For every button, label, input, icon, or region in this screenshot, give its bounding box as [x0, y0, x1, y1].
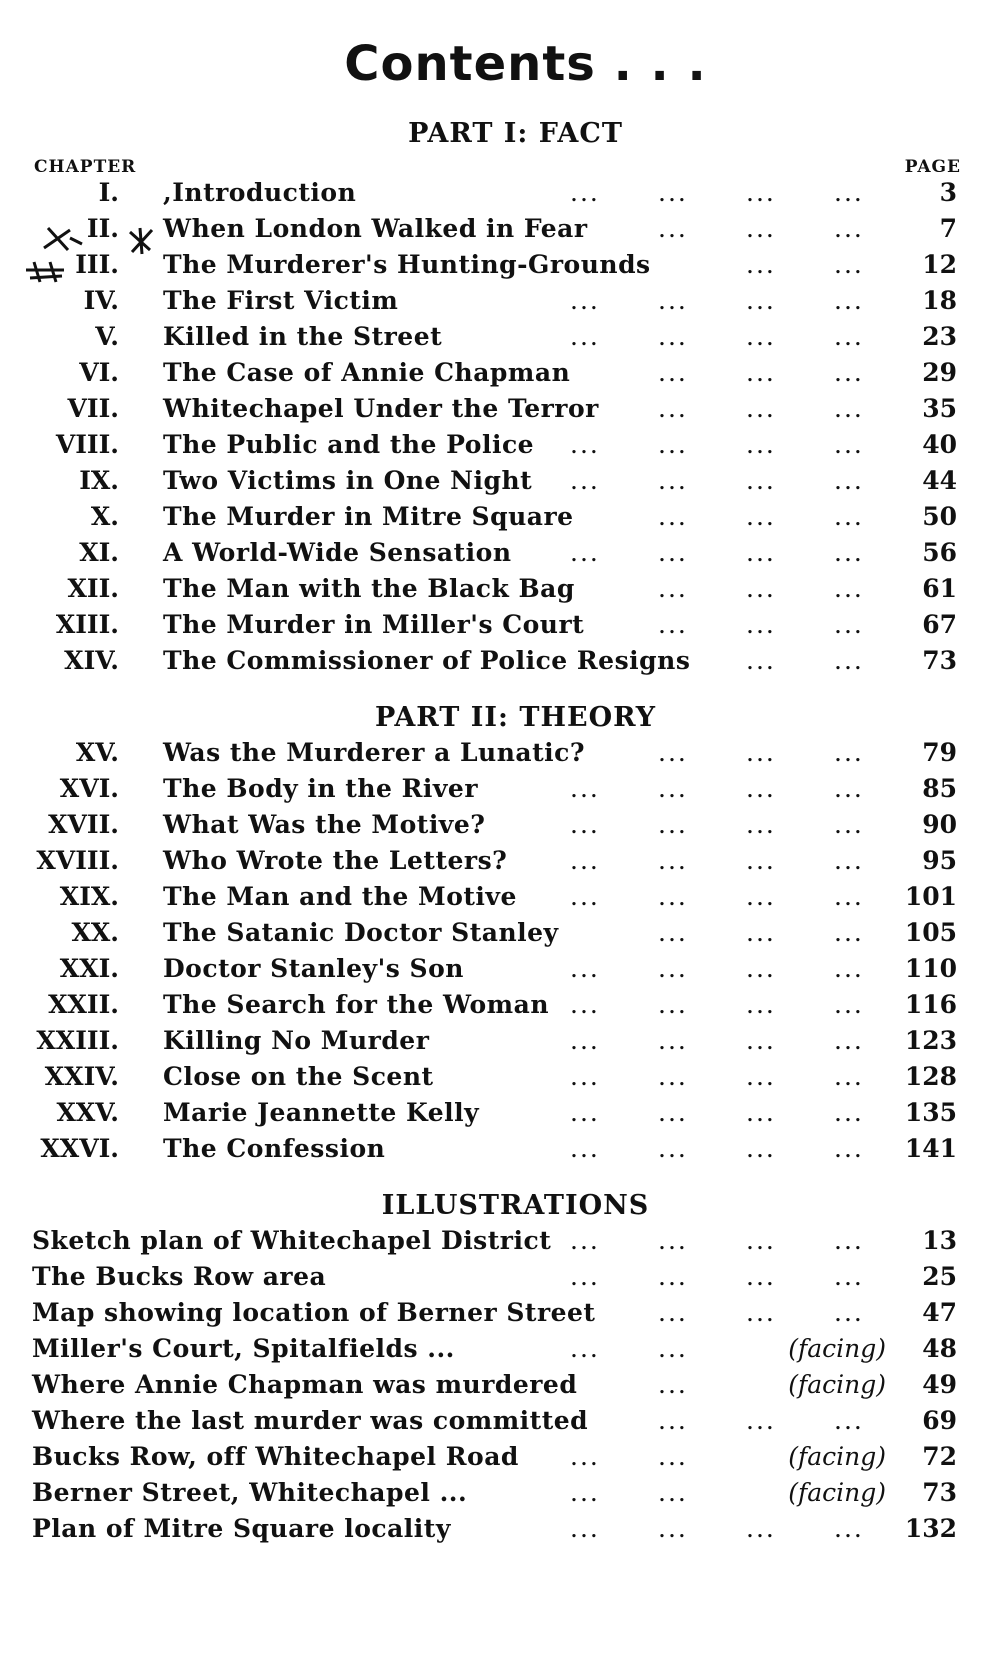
page-number: 49	[922, 1370, 957, 1399]
page-number: 29	[922, 358, 957, 387]
toc-entry	[0, 610, 991, 648]
dot-leader: ...	[570, 466, 600, 495]
page-number: 72	[922, 1442, 957, 1471]
dot-leader: ...	[570, 1334, 600, 1363]
dot-leader: ...	[746, 918, 776, 947]
dot-leader: ...	[658, 810, 688, 839]
chapter-number: XIX.	[59, 882, 119, 911]
dot-leader: ...	[746, 286, 776, 315]
page-number: 69	[922, 1406, 957, 1435]
dot-leader: ...	[834, 1406, 864, 1435]
dot-leader: ...	[746, 178, 776, 207]
chapter-title: When London Walked in Fear	[163, 214, 588, 243]
chapter-number: VII.	[67, 394, 119, 423]
dot-leader: ...	[834, 1262, 864, 1291]
dot-leader: ...	[834, 466, 864, 495]
dot-leader: ...	[746, 738, 776, 767]
dot-leader: ...	[834, 1098, 864, 1127]
chapter-title: Who Wrote the Letters?	[163, 846, 508, 875]
dot-leader: ...	[658, 1514, 688, 1543]
illustration-title: Berner Street, Whitechapel ...	[32, 1478, 468, 1507]
toc-entry	[0, 1478, 991, 1516]
dot-leader: ...	[746, 466, 776, 495]
dot-leader: ...	[834, 810, 864, 839]
dot-leader: ...	[570, 990, 600, 1019]
page-number: 47	[922, 1298, 957, 1327]
dot-leader: ...	[658, 322, 688, 351]
chapter-title: Whitechapel Under the Terror	[163, 394, 599, 423]
dot-leader: ...	[658, 882, 688, 911]
dot-leader: ...	[746, 646, 776, 675]
dot-leader: ...	[658, 394, 688, 423]
facing-note: (facing)	[788, 1334, 886, 1363]
dot-leader: ...	[658, 990, 688, 1019]
page-number: 13	[922, 1226, 957, 1255]
toc-entry	[0, 1298, 991, 1336]
dot-leader: ...	[658, 774, 688, 803]
dot-leader: ...	[746, 538, 776, 567]
dot-leader: ...	[834, 1134, 864, 1163]
page-number: 123	[904, 1026, 957, 1055]
toc-entry	[0, 538, 991, 576]
chapter-number: XXV.	[56, 1098, 119, 1127]
chapter-number: IV.	[83, 286, 119, 315]
illustration-title: Plan of Mitre Square locality	[32, 1514, 451, 1543]
dot-leader: ...	[570, 1442, 600, 1471]
chapter-number: XII.	[67, 574, 119, 603]
dot-leader: ...	[834, 1026, 864, 1055]
dot-leader: ...	[658, 574, 688, 603]
dot-leader: ...	[658, 1334, 688, 1363]
page-number: 128	[904, 1062, 957, 1091]
dot-leader: ...	[746, 610, 776, 639]
facing-note: (facing)	[788, 1370, 886, 1399]
dot-leader: ...	[746, 1134, 776, 1163]
dot-leader: ...	[658, 1406, 688, 1435]
dot-leader: ...	[746, 1062, 776, 1091]
toc-entry	[0, 286, 991, 324]
dot-leader: ...	[746, 1514, 776, 1543]
toc-entry	[0, 1406, 991, 1444]
illustrations-heading: ILLUSTRATIONS	[381, 1190, 650, 1221]
page-number: 73	[922, 1478, 957, 1507]
dot-leader: ...	[658, 954, 688, 983]
dot-leader: ...	[746, 574, 776, 603]
chapter-title: Two Victims in One Night	[163, 466, 533, 495]
page-number: 44	[922, 466, 957, 495]
chapter-title: Killed in the Street	[163, 322, 443, 351]
dot-leader: ...	[834, 610, 864, 639]
toc-entry	[0, 430, 991, 468]
dot-leader: ...	[658, 1226, 688, 1255]
toc-entry	[0, 1514, 991, 1552]
page-number: 105	[904, 918, 957, 947]
page-number: 50	[922, 502, 957, 531]
dot-leader: ...	[834, 394, 864, 423]
chapter-title: Marie Jeannette Kelly	[163, 1098, 480, 1127]
toc-entry	[0, 1026, 991, 1064]
toc-entry	[0, 466, 991, 504]
dot-leader: ...	[658, 178, 688, 207]
dot-leader: ...	[834, 1226, 864, 1255]
chapter-number: III.	[75, 250, 119, 279]
dot-leader: ...	[658, 1478, 688, 1507]
dot-leader: ...	[746, 1226, 776, 1255]
toc-entry	[0, 358, 991, 396]
chapter-title: What Was the Motive?	[163, 810, 486, 839]
toc-entry	[0, 846, 991, 884]
chapter-number: I.	[98, 178, 119, 207]
chapter-title: The First Victim	[163, 286, 399, 315]
dot-leader: ...	[570, 1226, 600, 1255]
toc-entry	[0, 646, 991, 684]
dot-leader: ...	[746, 1262, 776, 1291]
chapter-title: ,Introduction	[163, 178, 357, 207]
dot-leader: ...	[834, 538, 864, 567]
dot-leader: ...	[834, 574, 864, 603]
dot-leader: ...	[570, 810, 600, 839]
toc-entry	[0, 1098, 991, 1136]
chapter-number: XXVI.	[40, 1134, 119, 1163]
page-number: 141	[904, 1134, 957, 1163]
chapter-number: XX.	[71, 918, 119, 947]
chapter-title: The Murder in Mitre Square	[163, 502, 574, 531]
dot-leader: ...	[570, 846, 600, 875]
facing-note: (facing)	[788, 1442, 886, 1471]
page-number: 101	[904, 882, 957, 911]
dot-leader: ...	[658, 214, 688, 243]
chapter-title: The Confession	[163, 1134, 386, 1163]
dot-leader: ...	[658, 358, 688, 387]
page-number: 7	[939, 214, 957, 243]
page-number: 95	[922, 846, 957, 875]
page-number: 73	[922, 646, 957, 675]
dot-leader: ...	[746, 1298, 776, 1327]
toc-entry	[0, 1134, 991, 1172]
chapter-number: XVII.	[48, 810, 119, 839]
dot-leader: ...	[834, 250, 864, 279]
dot-leader: ...	[746, 502, 776, 531]
page-number: 85	[922, 774, 957, 803]
chapter-title: The Murder in Miller's Court	[163, 610, 585, 639]
dot-leader: ...	[746, 774, 776, 803]
dot-leader: ...	[658, 538, 688, 567]
page-number: 132	[904, 1514, 957, 1543]
dot-leader: ...	[746, 1098, 776, 1127]
dot-leader: ...	[658, 1026, 688, 1055]
dot-leader: ...	[658, 1262, 688, 1291]
dot-leader: ...	[658, 1442, 688, 1471]
chapter-title: The Commissioner of Police Resigns	[163, 646, 691, 675]
dot-leader: ...	[570, 322, 600, 351]
chapter-number: XVI.	[59, 774, 119, 803]
page-number: 110	[904, 954, 957, 983]
toc-entry	[0, 1226, 991, 1264]
dot-leader: ...	[746, 846, 776, 875]
toc-entry	[0, 250, 991, 288]
toc-entry	[0, 178, 991, 216]
dot-leader: ...	[834, 358, 864, 387]
dot-leader: ...	[746, 954, 776, 983]
dot-leader: ...	[746, 1406, 776, 1435]
dot-leader: ...	[658, 286, 688, 315]
dot-leader: ...	[834, 214, 864, 243]
dot-leader: ...	[570, 954, 600, 983]
chapter-title: Doctor Stanley's Son	[163, 954, 464, 983]
chapter-number: V.	[95, 322, 119, 351]
page-number: 90	[922, 810, 957, 839]
toc-entry	[0, 882, 991, 920]
dot-leader: ...	[834, 502, 864, 531]
chapter-title: The Body in the River	[163, 774, 478, 803]
dot-leader: ...	[834, 1514, 864, 1543]
illustration-title: The Bucks Row area	[32, 1262, 327, 1291]
toc-entry	[0, 810, 991, 848]
dot-leader: ...	[570, 1062, 600, 1091]
page-number: 3	[939, 178, 957, 207]
dot-leader: ...	[746, 810, 776, 839]
chapter-number: XXII.	[48, 990, 119, 1019]
facing-note: (facing)	[788, 1478, 886, 1507]
chapter-title: Close on the Scent	[163, 1062, 434, 1091]
page-number: 40	[922, 430, 957, 459]
dot-leader: ...	[834, 322, 864, 351]
dot-leader: ...	[658, 1062, 688, 1091]
dot-leader: ...	[658, 1134, 688, 1163]
toc-entry	[0, 574, 991, 612]
chapter-title: The Murderer's Hunting-Grounds	[163, 250, 651, 279]
dot-leader: ...	[746, 430, 776, 459]
dot-leader: ...	[658, 1370, 688, 1399]
dot-leader: ...	[746, 990, 776, 1019]
dot-leader: ...	[570, 1514, 600, 1543]
toc-entry	[0, 774, 991, 812]
chapter-number: VI.	[79, 358, 119, 387]
chapter-number: XXI.	[59, 954, 119, 983]
dot-leader: ...	[570, 1134, 600, 1163]
chapter-number: VIII.	[55, 430, 119, 459]
toc-entry	[0, 954, 991, 992]
page-number: 135	[904, 1098, 957, 1127]
chapter-title: The Man and the Motive	[163, 882, 517, 911]
dot-leader: ...	[658, 738, 688, 767]
dot-leader: ...	[834, 286, 864, 315]
dot-leader: ...	[570, 286, 600, 315]
toc-entry	[0, 1334, 991, 1372]
dot-leader: ...	[834, 774, 864, 803]
chapter-title: The Case of Annie Chapman	[163, 358, 571, 387]
dot-leader: ...	[746, 358, 776, 387]
dot-leader: ...	[570, 178, 600, 207]
page-number: 56	[922, 538, 957, 567]
dot-leader: ...	[834, 882, 864, 911]
illustration-title: Bucks Row, off Whitechapel Road	[32, 1442, 519, 1471]
chapter-number: XIII.	[55, 610, 119, 639]
toc-entry	[0, 1062, 991, 1100]
dot-leader: ...	[746, 250, 776, 279]
dot-leader: ...	[834, 954, 864, 983]
chapter-title: A World-Wide Sensation	[163, 538, 512, 567]
part-1-heading: PART I: FACT	[408, 118, 623, 149]
illustration-title: Map showing location of Berner Street	[32, 1298, 596, 1327]
toc-entry	[0, 918, 991, 956]
illustration-title: Where the last murder was committed	[32, 1406, 589, 1435]
dot-leader: ...	[658, 846, 688, 875]
dot-leader: ...	[570, 882, 600, 911]
page-number: 67	[922, 610, 957, 639]
toc-entry	[0, 1370, 991, 1408]
chapter-number: XVIII.	[36, 846, 119, 875]
toc-entry	[0, 990, 991, 1028]
dot-leader: ...	[658, 430, 688, 459]
chapter-number: XIV.	[64, 646, 119, 675]
dot-leader: ...	[658, 1298, 688, 1327]
page-number: 35	[922, 394, 957, 423]
chapter-title: Was the Murderer a Lunatic?	[163, 738, 586, 767]
page-number: 12	[922, 250, 957, 279]
toc-entry	[0, 1442, 991, 1480]
dot-leader: ...	[658, 502, 688, 531]
dot-leader: ...	[834, 646, 864, 675]
dot-leader: ...	[658, 610, 688, 639]
page-number: 48	[922, 1334, 957, 1363]
part-2-heading: PART II: THEORY	[375, 702, 656, 733]
dot-leader: ...	[834, 846, 864, 875]
chapter-number: XV.	[75, 738, 119, 767]
dot-leader: ...	[834, 1298, 864, 1327]
dot-leader: ...	[834, 1062, 864, 1091]
dot-leader: ...	[834, 178, 864, 207]
toc-entry	[0, 394, 991, 432]
dot-leader: ...	[570, 538, 600, 567]
dot-leader: ...	[834, 430, 864, 459]
page-number: 25	[922, 1262, 957, 1291]
chapter-title: The Search for the Woman	[163, 990, 549, 1019]
chapter-title: The Public and the Police	[163, 430, 535, 459]
dot-leader: ...	[746, 1026, 776, 1055]
page-number: 61	[922, 574, 957, 603]
toc-entry	[0, 214, 991, 252]
chapter-number: XI.	[79, 538, 119, 567]
dot-leader: ...	[746, 322, 776, 351]
chapter-column-label: CHAPTER	[34, 157, 137, 177]
dot-leader: ...	[834, 990, 864, 1019]
dot-leader: ...	[570, 1478, 600, 1507]
dot-leader: ...	[570, 1262, 600, 1291]
chapter-number: XXIV.	[44, 1062, 119, 1091]
page-number: 23	[922, 322, 957, 351]
dot-leader: ...	[746, 214, 776, 243]
dot-leader: ...	[746, 394, 776, 423]
dot-leader: ...	[570, 1026, 600, 1055]
dot-leader: ...	[658, 466, 688, 495]
illustration-title: Sketch plan of Whitechapel District	[32, 1226, 552, 1255]
page-title: Contents . . .	[344, 36, 707, 92]
toc-entry	[0, 502, 991, 540]
dot-leader: ...	[834, 918, 864, 947]
chapter-number: X.	[90, 502, 119, 531]
page-number: 18	[922, 286, 957, 315]
chapter-number: II.	[86, 214, 119, 243]
chapter-title: The Man with the Black Bag	[163, 574, 575, 603]
toc-entry	[0, 1262, 991, 1300]
page-column-label: PAGE	[904, 157, 961, 177]
dot-leader: ...	[570, 774, 600, 803]
illustration-title: Where Annie Chapman was murdered	[32, 1370, 578, 1399]
page-number: 116	[904, 990, 957, 1019]
page-number: 79	[922, 738, 957, 767]
dot-leader: ...	[746, 882, 776, 911]
toc-entry	[0, 738, 991, 776]
dot-leader: ...	[658, 1098, 688, 1127]
toc-entry	[0, 322, 991, 360]
dot-leader: ...	[658, 918, 688, 947]
chapter-title: The Satanic Doctor Stanley	[163, 918, 559, 947]
dot-leader: ...	[570, 430, 600, 459]
chapter-number: IX.	[79, 466, 119, 495]
chapter-title: Killing No Murder	[163, 1026, 430, 1055]
dot-leader: ...	[834, 738, 864, 767]
chapter-number: XXIII.	[36, 1026, 119, 1055]
illustration-title: Miller's Court, Spitalfields ...	[32, 1334, 455, 1363]
dot-leader: ...	[570, 1098, 600, 1127]
